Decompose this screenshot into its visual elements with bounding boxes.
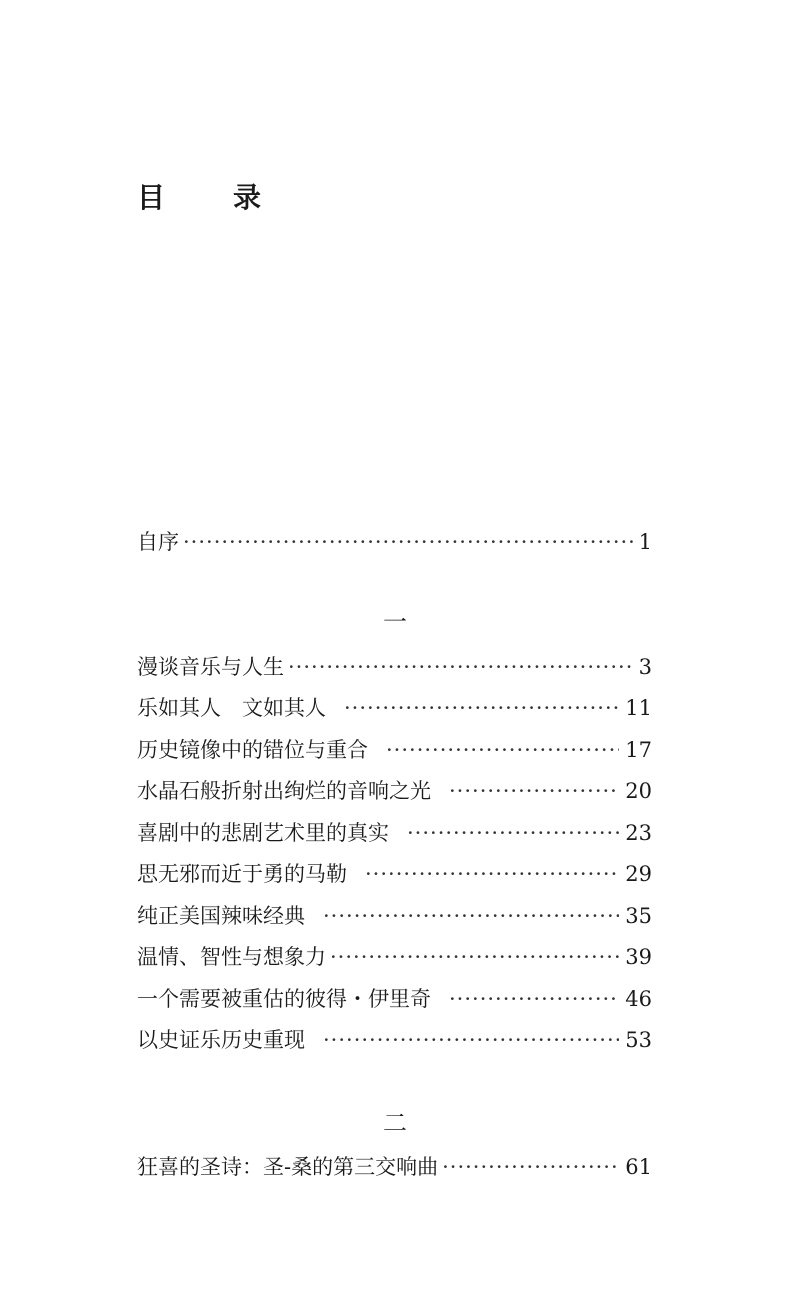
dot-leader [365, 859, 619, 889]
dot-leader [323, 901, 619, 931]
toc-entry-title: 水晶石般折射出绚烂的音响之光 [137, 779, 431, 803]
toc-entry[interactable] [137, 776, 652, 806]
toc-entry[interactable] [137, 942, 652, 972]
toc-entry[interactable] [137, 735, 652, 765]
dot-leader [442, 1152, 619, 1182]
toc-entry-page: 29 [625, 862, 652, 886]
dot-leader [288, 652, 633, 682]
toc-entry-page: 46 [625, 987, 652, 1011]
toc-entry[interactable] [137, 1025, 652, 1055]
toc-entry-title: 思无邪而近于勇的马勒 [137, 862, 347, 886]
toc-entry-title: 喜剧中的悲剧艺术里的真实 [137, 821, 389, 845]
toc-entry-page: 39 [625, 945, 652, 969]
toc-entry-page: 23 [625, 821, 652, 845]
dot-leader [323, 1025, 619, 1055]
dot-leader [183, 527, 633, 557]
toc-entry-title: 漫谈音乐与人生 [137, 655, 284, 679]
toc-entry[interactable] [137, 818, 652, 848]
toc-entry-page: 35 [625, 904, 652, 928]
toc-entry[interactable] [137, 901, 652, 931]
toc-entry-page: 11 [625, 696, 652, 720]
toc-entry-page: 61 [625, 1155, 652, 1179]
toc-entry-title: 狂喜的圣诗：圣-桑的第三交响曲 [137, 1155, 439, 1179]
toc-entry-page: 1 [638, 530, 652, 554]
section-marker-2: 二 [383, 1109, 407, 1137]
toc-entry-title: 一个需要被重估的彼得・伊里奇 [137, 987, 431, 1011]
dot-leader [386, 735, 619, 765]
toc-entry[interactable] [137, 859, 652, 889]
toc-entry-page: 20 [625, 779, 652, 803]
toc-entry-page: 53 [625, 1028, 652, 1052]
toc-entry-title: 纯正美国辣味经典 [137, 904, 305, 928]
dot-leader [344, 693, 619, 723]
dot-leader [449, 776, 619, 806]
toc-entry[interactable] [137, 693, 652, 723]
section-marker-1: 一 [383, 608, 407, 636]
toc-entry-title: 自序 [137, 530, 179, 554]
page-title: 目 录 [137, 181, 282, 214]
toc-entry-title: 温情、智性与想象力 [137, 945, 326, 969]
toc-entry-preface[interactable] [137, 527, 652, 557]
toc-entry-title: 历史镜像中的错位与重合 [137, 738, 368, 762]
toc-entry[interactable] [137, 1152, 652, 1182]
dot-leader [449, 984, 619, 1014]
toc-entry-page: 17 [625, 738, 652, 762]
toc-entry[interactable] [137, 984, 652, 1014]
toc-entry-title: 以史证乐历史重现 [137, 1028, 305, 1052]
toc-entry-title: 乐如其人 文如其人 [137, 696, 326, 720]
toc-entry-page: 3 [638, 655, 652, 679]
dot-leader [330, 942, 619, 972]
toc-entry[interactable] [137, 652, 652, 682]
dot-leader [407, 818, 619, 848]
